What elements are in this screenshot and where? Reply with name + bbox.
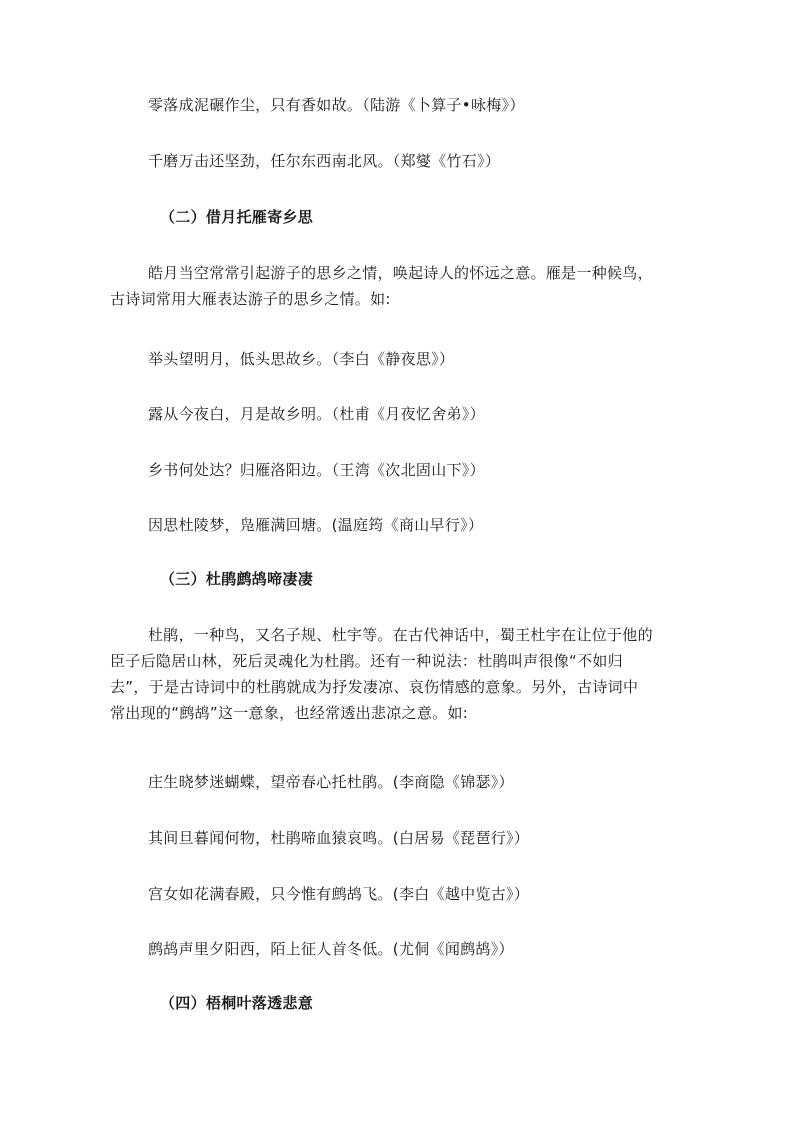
- section-intro-paragraph: [110, 260, 680, 312]
- paragraph-line: 去”，于是古诗词中的杜鹃就成为抒发凄凉、哀伤情感的意象。另外，古诗词中: [110, 678, 639, 696]
- section-intro-paragraph: [110, 622, 680, 726]
- quote-line: 宫女如花满春殿，只今惟有鹧鸪飞。(李白《越中览古》）: [148, 885, 530, 903]
- quote-line: 其间旦暮闻何物，杜鹃啼血猿哀鸣。(白居易《琵琶行》）: [148, 829, 530, 847]
- paragraph-line: 皓月当空常常引起游子的思乡之情，唤起诗人的怀远之意。雁是一种候鸟，: [148, 264, 653, 282]
- quote-line: 举头望明月，低头思故乡。（李白《静夜思》）: [148, 350, 455, 368]
- paragraph-line: 常出现的“鹧鸪”这一意象，也经常透出悲凉之意。如:: [110, 704, 469, 722]
- section-heading: （二）借月托雁寄乡思: [160, 208, 314, 226]
- quote-line: 乡书何处达？归雁洛阳边。（王湾《次北固山下》）: [148, 461, 485, 479]
- section-heading: （四）梧桐叶落透悲意: [160, 994, 314, 1012]
- quote-line: 庄生晓梦迷蝴蝶，望帝春心托杜鹃。(李商隐《锦瑟》）: [148, 773, 514, 791]
- quote-line: 千磨万击还坚劲，任尔东西南北风。（郑燮《竹石》）: [148, 152, 501, 170]
- quote-line: 露从今夜白，月是故乡明。（杜甫《月夜忆舍弟》）: [148, 405, 485, 423]
- paragraph-line: 臣子后隐居山林，死后灵魂化为杜鹃。还有一种说法：杜鹃叫声很像“不如归: [110, 652, 623, 670]
- quote-line: 零落成泥碾作尘，只有香如故。（陆游《卜算子•咏梅》）: [148, 96, 525, 114]
- paragraph-line: 杜鹃，一种鸟，又名子规、杜宇等。在古代神话中，蜀王杜宇在让位于他的: [148, 626, 653, 644]
- paragraph-line: 古诗词常用大雁表达游子的思乡之情。如:: [110, 290, 391, 308]
- quote-line: 鹧鸪声里夕阳西，陌上征人首冬低。(尤侗《闻鹧鸪》）: [148, 940, 514, 958]
- quote-line: 因思杜陵梦，凫雁满回塘。(温庭筠《商山早行》）: [148, 516, 484, 534]
- section-heading: （三）杜鹃鹧鸪啼凄凄: [160, 570, 314, 588]
